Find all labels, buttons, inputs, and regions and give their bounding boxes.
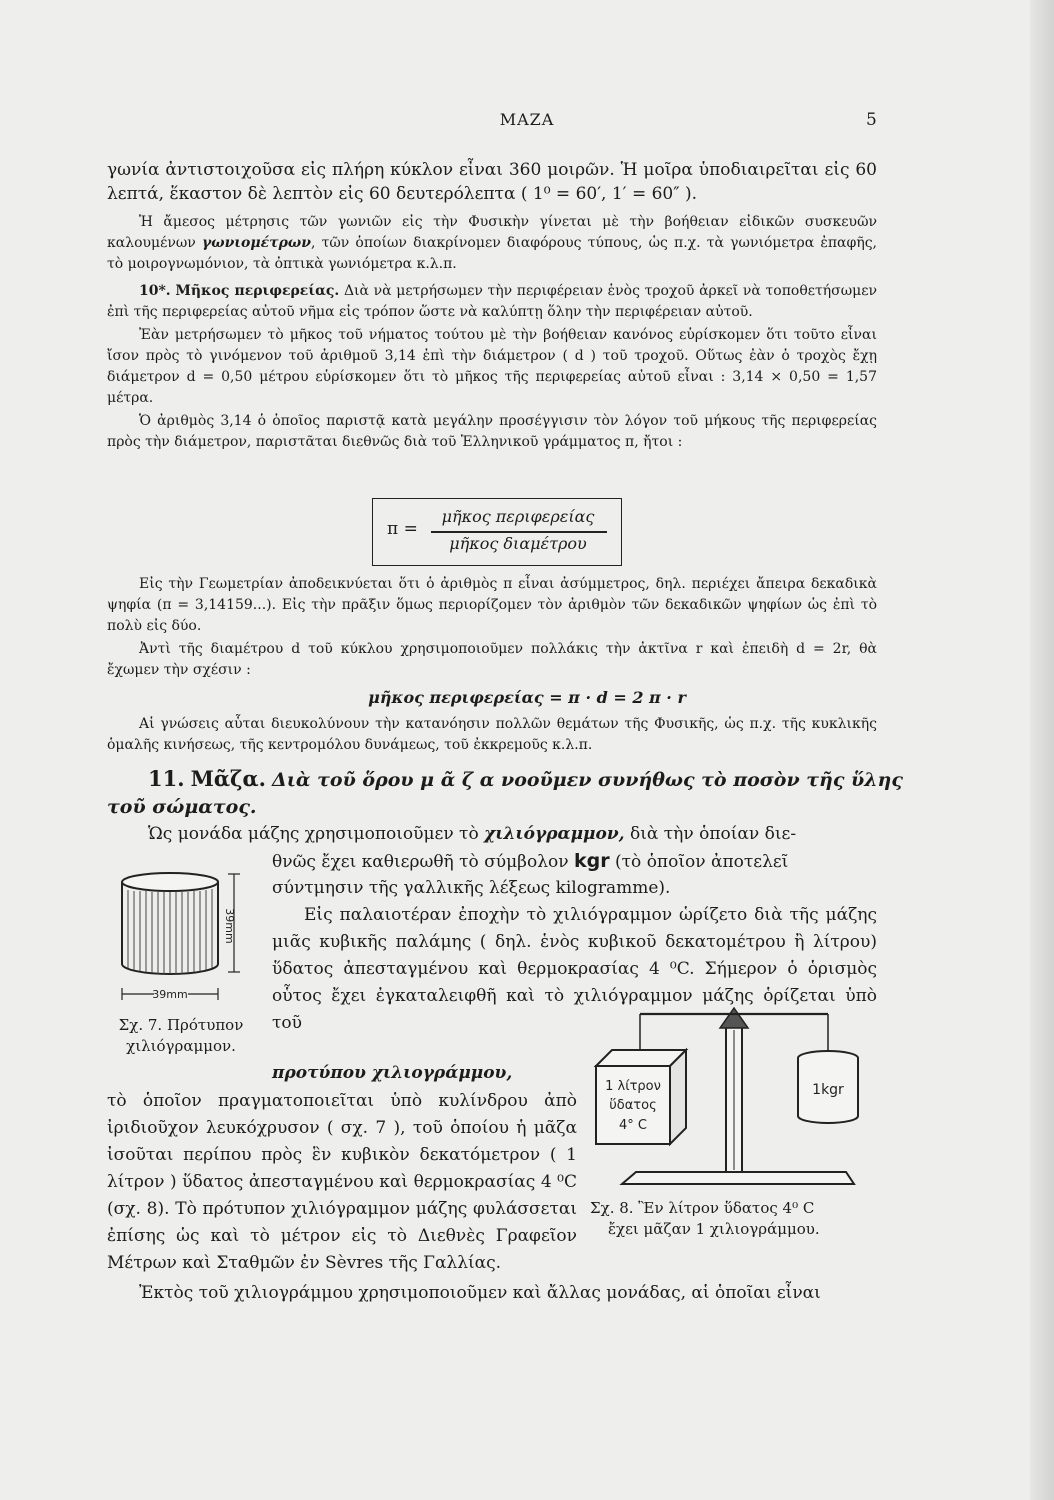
section-10-number: 10*. bbox=[139, 283, 171, 299]
section-10-paragraph bbox=[107, 281, 877, 323]
kgr-symbol: kgr bbox=[574, 850, 610, 872]
history-text: Εἰς παλαιοτέραν ἐποχὴν τὸ χιλιόγραμμον ὡρίζετο διὰ τῆς μάζης μιᾶς κυβικῆς παλάμης ( δηλ. ἑνὸς κυβικοῦ δεκατομέτρου ἢ λίτρου) ὕδατος ἀπεσταγμένου καὶ θερμοκρασίας 4 ⁰C. Σήμερον ὁ ὁρισμὸς οὗτος ἔχει ἐγκαταλειφθῆ καὶ τὸ χιλιόγραμμον μάζης ὁρίζεται ὑπὸ τοῦ bbox=[272, 905, 877, 1033]
paragraph-applications: Αἱ γνώσεις αὗται διευκολύνουν τὴν κατανόησιν πολλῶν θεμάτων τῆς Φυσικῆς, ὡς π.χ. τῆς κυκλικῆς ὁμαλῆς κινήσεως, τῆς κεντρομόλου δυνάμεως, τοῦ ἐκκρεμοῦς κ.λ.π. bbox=[107, 716, 877, 753]
figure-8-balance bbox=[592, 1000, 872, 1190]
cylinder-height-label: 39mm bbox=[223, 908, 236, 944]
figure-8-caption bbox=[590, 1198, 875, 1240]
unit-intro: Ὡς μονάδα μάζης χρησιμοποιοῦμεν τὸ bbox=[148, 824, 479, 844]
cylinder-width-label: 39mm bbox=[152, 988, 188, 1001]
unit-line2-b: (τὸ ὁποῖον ἀποτελεῖ bbox=[615, 852, 789, 872]
figure-7-caption bbox=[106, 1015, 256, 1057]
middle-text-block bbox=[107, 574, 877, 681]
section-11-number: 11. bbox=[148, 766, 185, 791]
pi-formula-lhs: π = bbox=[387, 519, 418, 539]
section-11-heading bbox=[148, 766, 903, 791]
section-10-heading: Μῆκος περιφερείας. bbox=[175, 283, 340, 299]
prototype-term: προτύπου χιλιογράμμου, bbox=[272, 1063, 513, 1083]
unit-line-3: σύντμησιν τῆς γαλλικῆς λέξεως kilogramme). bbox=[272, 878, 671, 898]
paragraph-prototype bbox=[107, 1088, 577, 1277]
section-11-definition-line1: Διὰ τοῦ ὅρου μ ᾶ ζ α νοοῦμεν συνήθως τὸ ποσὸν τῆς ὕλης bbox=[271, 769, 903, 791]
page-number: 5 bbox=[866, 110, 877, 130]
unit-line-2 bbox=[272, 848, 878, 876]
unit-line1-rest: διὰ τὴν ὁποίαν διε- bbox=[629, 824, 797, 844]
page-edge-shadow bbox=[1030, 0, 1054, 1500]
pi-formula-denominator: μῆκος διαμέτρου bbox=[449, 534, 587, 553]
pi-formula-box bbox=[372, 498, 622, 566]
goniometers-term: γωνιομέτρων bbox=[202, 235, 311, 251]
cube-label-line2: ὕδατος bbox=[609, 1098, 657, 1113]
paragraph-radius: Ἀντὶ τῆς διαμέτρου d τοῦ κύκλου χρησιμοποιοῦμεν πολλάκις τὴν ἀκτῖνα r καὶ ἐπειδὴ d = 2r, θὰ ἔχωμεν τὴν σχέσιν : bbox=[107, 641, 877, 678]
goniometers-text-before: Ἡ ἄμεσος μέτρησις τῶν γωνιῶν εἰς τὴν Φυσικὴν γίνεται μὲ τὴν βοήθειαν εἰδικῶν συσκευῶν καλουμένων bbox=[107, 214, 877, 251]
paragraph-goniometers bbox=[107, 212, 877, 275]
last-line: Ἐκτὸς τοῦ χιλιογράμμου χρησιμοποιοῦμεν καὶ ἄλλας μονάδας, αἱ ὁποῖαι εἶναι bbox=[139, 1283, 821, 1303]
prototype-text: τὸ ὁποῖον πραγματοποιεῖται ὑπὸ κυλίνδρου ἀπὸ ἰριδιοῦχον λευκόχρυσον ( σχ. 7 ), τοῦ ὁποίου ἡ μᾶζα ἰσοῦται περίπου πρὸς ἓν κυβικὸν δεκατόμετρον ( 1 λίτρον ) ὕδατος ἀπεσταγμένου καὶ θερμοκρασίας 4 ⁰C (σχ. 8). Τὸ πρότυπον χιλιόγραμμον μάζης φυλάσσεται ἐπίσης ὡς καὶ τὸ μέτρον εἰς τὸ Διεθνὲς Γραφεῖον Μέτρων καὶ Σταθμῶν ἐν Sèvres τῆς Γαλλίας. bbox=[107, 1091, 577, 1273]
paragraph-measure-thread: Ἐὰν μετρήσωμεν τὸ μῆκος τοῦ νήματος τούτου μὲ τὴν βοήθειαν κανόνος εὑρίσκομεν ὅτι τοῦτο εἶναι ἴσον πρὸς τὸ γινόμενον τοῦ ἀριθμοῦ 3,14 ἐπὶ τὴν διάμετρον ( d ) τοῦ τροχοῦ. Οὕτως ἐὰν ὁ τροχὸς ἔχῃ διάμετρον d = 0,50 μέτρου εὑρίσκομεν ὅτι τὸ μῆκος τῆς περιφερείας αὐτοῦ εἶναι : 3,14 × 0,50 = 1,57 μέτρα. bbox=[107, 327, 877, 406]
section-11-title: Μᾶζα. bbox=[190, 766, 266, 791]
figure-7-caption-line1: Σχ. 7. Πρότυπον bbox=[118, 1016, 244, 1034]
circumference-formula: μῆκος περιφερείας = π · d = 2 π · r bbox=[368, 688, 686, 707]
figure-7-cylinder bbox=[106, 864, 256, 1004]
paragraph-pi-definition: Ὁ ἀριθμὸς 3,14 ὁ ὁποῖος παριστᾷ κατὰ μεγάλην προσέγγισιν τὸν λόγον τοῦ μήκους τῆς περιφερείας πρὸς τὴν διάμετρον, παριστᾶται διεθνῶς διὰ τοῦ Ἑλληνικοῦ γράμματος π, ἤτοι : bbox=[107, 413, 877, 450]
figure-8-caption-line2: ἔχει μᾶζαν 1 χιλιογράμμου. bbox=[608, 1220, 820, 1238]
weight-label: 1kgr bbox=[812, 1082, 844, 1098]
unit-name: χιλιόγραμμον, bbox=[484, 824, 625, 844]
figure-7-caption-line2: χιλιόγραμμον. bbox=[126, 1037, 236, 1055]
prototype-term-line bbox=[272, 1060, 577, 1087]
top-text-block bbox=[107, 158, 877, 453]
cube-label-line3: 4° C bbox=[619, 1118, 647, 1133]
goniometers-text-after: , τῶν ὁποίων διακρίνομεν διαφόρους τύπους, ὡς π.χ. τὰ γωνιόμετρα ἐπαφῆς, τὸ μοιρογνωμόνιον, τὰ ὀπτικὰ γωνιόμετρα κ.λ.π. bbox=[107, 235, 877, 272]
unit-line-1 bbox=[148, 821, 878, 848]
section-11-definition-line2: τοῦ σώματος. bbox=[107, 796, 257, 818]
applications-block bbox=[107, 714, 877, 756]
running-header: ΜΑΖΑ bbox=[499, 110, 555, 129]
paragraph-degrees: γωνία ἀντιστοιχοῦσα εἰς πλήρη κύκλον εἶναι 360 μοιρῶν. Ἡ μοῖρα ὑποδιαιρεῖται εἰς 60 λεπτά, ἕκαστον δὲ λεπτὸν εἰς 60 δευτερόλεπτα ( 1⁰ = 60′, 1′ = 60″ ). bbox=[107, 160, 877, 204]
cube-label-line1: 1 λίτρον bbox=[605, 1079, 661, 1094]
paragraph-irrational: Εἰς τὴν Γεωμετρίαν ἀποδεικνύεται ὅτι ὁ ἀριθμὸς π εἶναι ἀσύμμετρος, δηλ. περιέχει ἄπειρα δεκαδικὰ ψηφία (π = 3,14159...). Εἰς τὴν πρᾶξιν ὅμως περιορίζομεν τὸν ἀριθμὸν τῶν δεκαδικῶν ψηφίων ὡς ἐπὶ τὸ πολὺ εἰς δύο. bbox=[107, 576, 877, 634]
section-10-text: Διὰ νὰ μετρήσωμεν τὴν περιφέρειαν ἑνὸς τροχοῦ ἀρκεῖ νὰ τοποθετήσωμεν ἐπὶ τῆς περιφερείας αὐτοῦ νῆμα εἰς τρόπον ὥστε νὰ καλύπτῃ ὅλην τὴν περιφέρειαν αὐτοῦ. bbox=[107, 283, 877, 320]
figure-8-caption-line1: Σχ. 8. Ἓν λίτρον ὕδατος 4⁰ C bbox=[590, 1199, 815, 1217]
pi-formula-numerator: μῆκος περιφερείας bbox=[441, 507, 595, 526]
fraction-bar bbox=[431, 531, 607, 533]
unit-line2-a: θνῶς ἔχει καθιερωθῆ τὸ σύμβολον bbox=[272, 852, 569, 872]
